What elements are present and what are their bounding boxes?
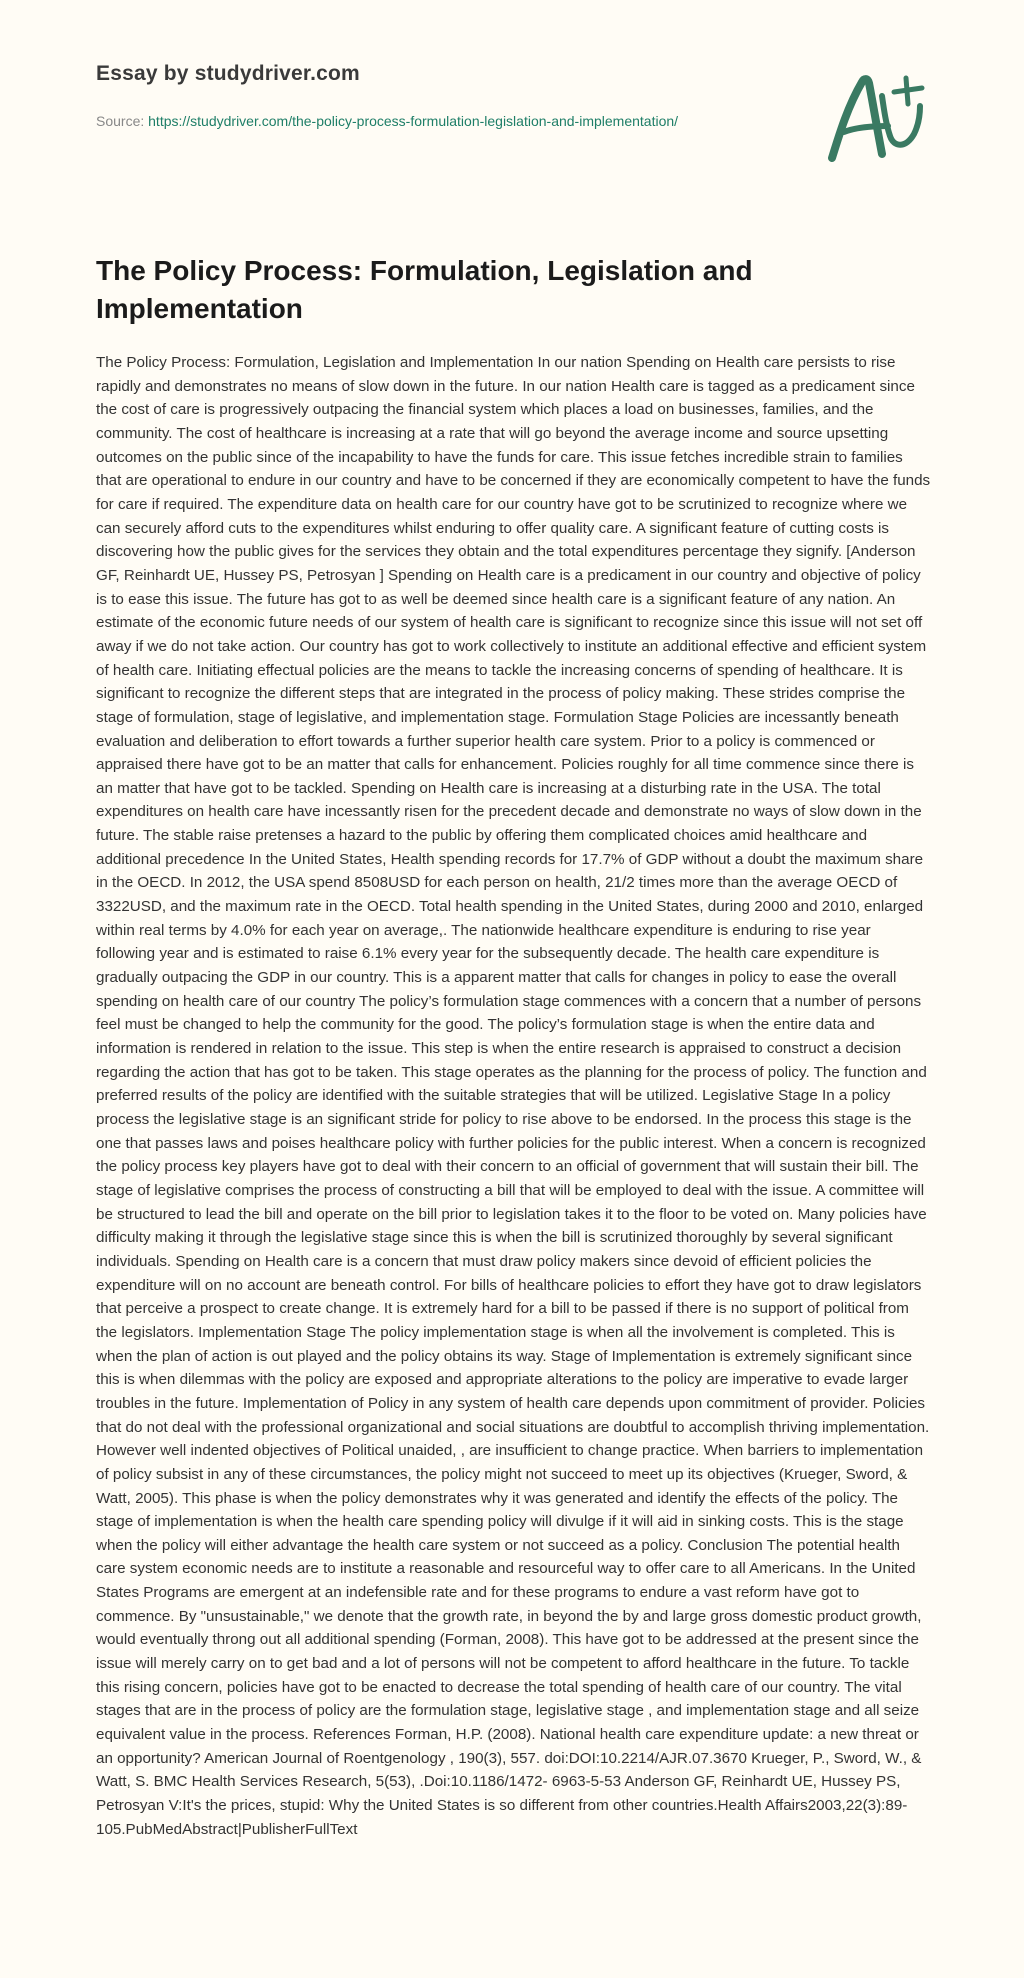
source-link[interactable]: https://studydriver.com/the-policy-process-formulation-legislation-and-implementation/ — [148, 113, 679, 129]
source-line — [96, 110, 736, 132]
article-title: The Policy Process: Formulation, Legislation and Implementation — [96, 255, 753, 324]
source-label: Source: — [96, 113, 149, 129]
site-brand: Essay by studydriver.com — [96, 62, 360, 85]
a-plus-logo-icon — [822, 70, 926, 166]
article-body: The Policy Process: Formulation, Legislation and Implementation In our nation Spending on Health care persists to rise rapidly and demonstrates no means of slow down in the future. In our nation Health care is tagged as a predicament since the cost of care is progressively outpacing the financial system which places a load on businesses, families, and the community. The cost of healthcare is increasing at a rate that will go beyond the average income and source upsetting outcomes on the public since of the incapability to have the funds for care. This issue fetches incredible strain to families that are operational to endure in our country and have to be concerned if they are economically competent to have the funds for care if required. The expenditure data on health care for our country have got to be scrutinized to recognize where we can securely afford cuts to the expenditures whilst enduring to offer quality care. A significant feature of cutting costs is discovering how the public gives for the services they obtain and the total expenditures percentage they signify. [Anderson GF, Reinhardt UE, Hussey PS, Petrosyan ] Spending on Health care is a predicament in our country and objective of policy is to ease this issue. The future has got to as well be deemed since health care is a significant feature of any nation. An estimate of the economic future needs of our system of health care is significant to recognize since this issue will not set off away if we do not take action. Our country has got to work collectively to institute an additional effective and efficient system of health care. Initiating effectual policies are the means to tackle the increasing concerns of spending of healthcare. It is significant to recognize the different steps that are integrated in the process of policy making. These strides comprise the stage of formulation, stage of legislative, and implementation stage. Formulation Stage Policies are incessantly beneath evaluation and deliberation to effort towards a further superior health care system. Prior to a policy is commenced or appraised there have got to be an matter that calls for enhancement. Policies roughly for all time commence since there is an matter that have got to be tackled. Spending on Health care is increasing at a disturbing rate in the USA. The total expenditures on health care have incessantly risen for the precedent decade and demonstrate no ways of slow down in the future. The stable raise pretenses a hazard to the public by offering them complicated choices amid healthcare and additional precedence In the United States, Health spending records for 17.7% of GDP without a doubt the maximum share in the OECD. In 2012, the USA spend 8508USD for each person on health, 21/2 times more than the average OECD of 3322USD, and the maximum rate in the OECD. Total health spending in the United States, during 2000 and 2010, enlarged within real terms by 4.0% for each year on average,. The nationwide healthcare expenditure is enduring to rise year following year and is estimated to raise 6.1% every year for the subsequently decade. The health care expenditure is gradually outpacing the GDP in our country. This is a apparent matter that calls for changes in policy to ease the overall spending on health care of our country The policy’s formulation stage commences with a concern that a number of persons feel must be changed to help the community for the good. The policy’s formulation stage is when the entire data and information is rendered in relation to the issue. This step is when the entire research is appraised to construct a decision regarding the action that has got to be taken. This stage operates as the planning for the process of policy. The function and preferred results of the policy are identified with the suitable strategies that will be utilized. Legislative Stage In a policy process the legislative stage is an significant stride for policy to rise above to be endorsed. In the process this stage is the one that passes laws and poises healthcare policy with further policies for the public interest. When a concern is recognized the policy process key players have got to deal with their concern to an official of government that will sustain their bill. The stage of legislative comprises the process of constructing a bill that will be employed to deal with the issue. A committee will be structured to lead the bill and operate on the bill prior to legislation takes it to the floor to be voted on. Many policies have difficulty making it through the legislative stage since this is when the bill is scrutinized thoroughly by several significant individuals. Spending on Health care is a concern that must draw policy makers since devoid of efficient policies the expenditure will on no account are beneath control. For bills of healthcare policies to effort they have got to draw legislators that perceive a prospect to create change. It is extremely hard for a bill to be passed if there is no support of political from the legislators. Implementation Stage The policy implementation stage is when all the involvement is completed. This is when the plan of action is out played and the policy obtains its way. Stage of Implementation is extremely significant since this is when dilemmas with the policy are exposed and appropriate alterations to the policy are imperative to evade larger troubles in the future. Implementation of Policy in any system of health care depends upon commitment of provider. Policies that do not deal with the professional organizational and social situations are doubtful to accomplish thriving implementation. However well indented objectives of Political unaided, , are insufficient to change practice. When barriers to implementation of policy subsist in any of these circumstances, the policy might not succeed to meet up its objectives (Krueger, Sword, & Watt, 2005). This phase is when the policy demonstrates why it was generated and identify the effects of the policy. The stage of implementation is when the health care spending policy will divulge if it will aid in sinking costs. This is the stage when the policy will either advantage the health care system or not succeed as a policy. Conclusion The potential health care system economic needs are to institute a reasonable and resourceful way to offer care to all Americans. In the United States Programs are emergent at an indefensible rate and for these programs to endure a vast reform have got to commence. By "unsustainable," we denote that the growth rate, in beyond the by and large gross domestic product growth, would eventually throng out all additional spending (Forman, 2008). This have got to be addressed at the present since the issue will merely carry on to get bad and a lot of persons will not be competent to afford healthcare in the future. To tackle this rising concern, policies have got to be enacted to decrease the total spending of health care of our country. The vital stages that are in the process of policy are the formulation stage, legislative stage , and implementation stage and all seize equivalent value in the process. References Forman, H.P. (2008). National health care expenditure update: a new threat or an opportunity? American Journal of Roentgenology , 190(3), 557. doi:DOI:10.2214/AJR.07.3670 Krueger, P., Sword, W., & Watt, S. BMC Health Services Research, 5(53), .Doi:10.1186/1472- 6963-5-53 Anderson GF, Reinhardt UE, Hussey PS, Petrosyan V:It's the prices, stupid: Why the United States is so different from other countries.Health Affairs2003,22(3):89-105.PubMedAbstract|PublisherFullText — [96, 354, 931, 1838]
